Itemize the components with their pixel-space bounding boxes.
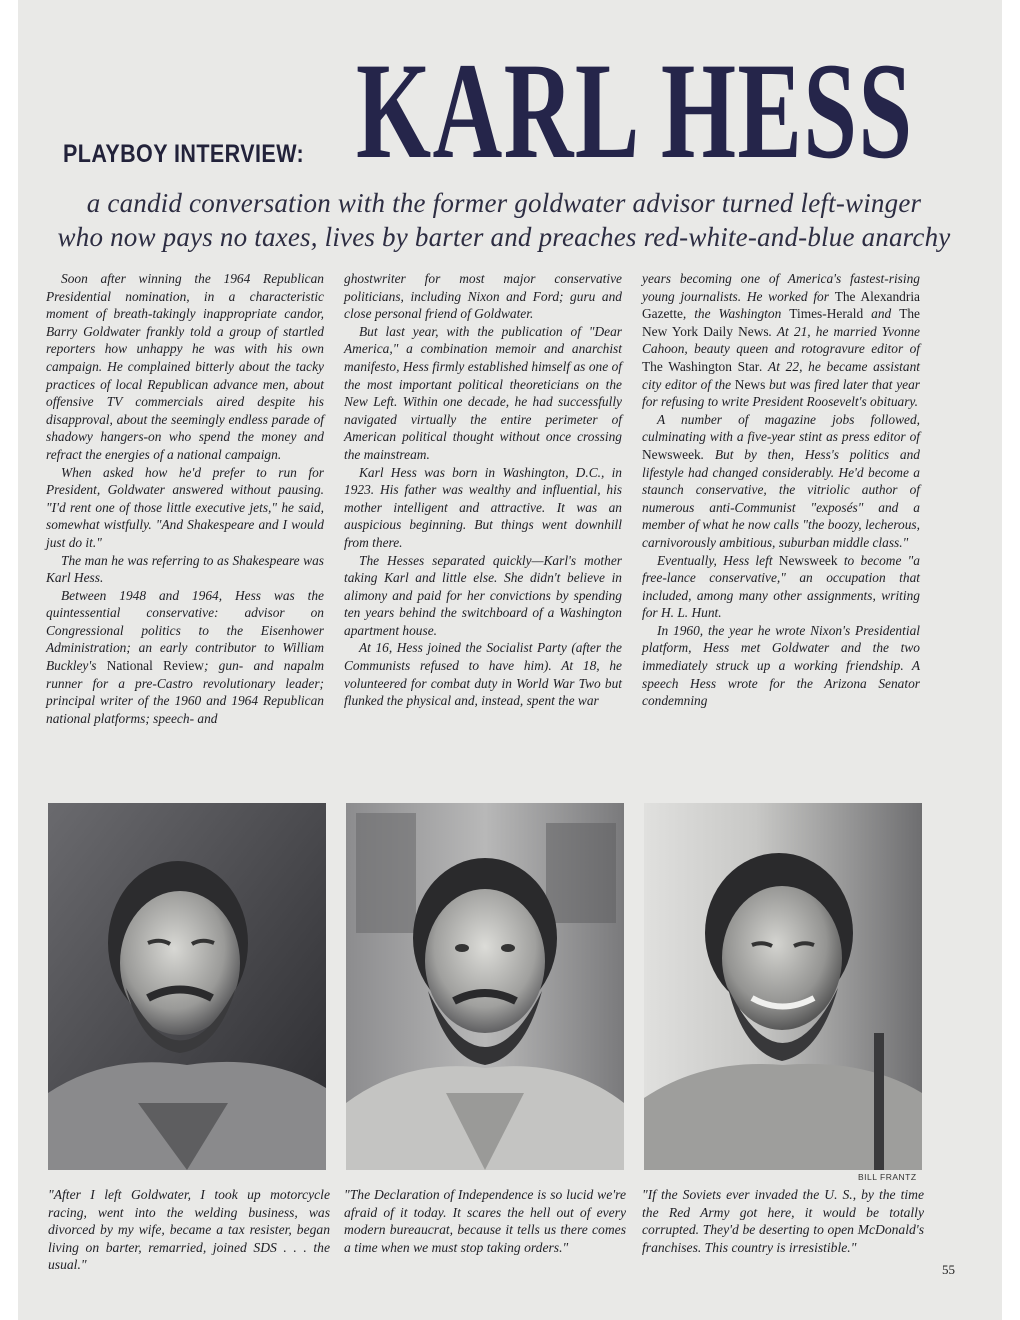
text-run: A number of magazine jobs followed, culminating with a five-year stint as press editor of (642, 411, 920, 445)
photo-caption-2: "The Declaration of Independence is so lucid we're afraid of it today. It scares the hell out of every modern bureaucrat, because it tells us there comes a time when we must stop taking orders." (344, 1187, 626, 1255)
publication-name: Times-Herald (789, 306, 864, 322)
photo-credit: BILL FRANTZ (858, 1172, 917, 1182)
text-run: Eventually, Hess left (657, 552, 779, 568)
publication-name: The Washington Star (642, 358, 760, 374)
text-run: to become "a free-lance conservative," an occupation that included, among many other assignments, writing for H. L. Hunt. (642, 552, 920, 621)
paragraph (46, 587, 324, 728)
paragraph: Soon after winning the 1964 Republican Presidential nomination, in a characteristic moment of breath-takingly inappropriate candor, Barry Goldwater frankly told a group of startled reporters how unhappy he was with his own campaign. He complained bitterly about the tacky practices of local Republican advance men, about offensive TV commercials aired despite his disapproval, about the seemingly endless parade of shadowy hangers-on who spend the money and refract the energies of a national campaign. (46, 271, 324, 462)
text-run: and (863, 306, 900, 322)
paragraph (642, 552, 920, 622)
publication-name: News (734, 376, 766, 392)
text-column-1 (46, 270, 324, 727)
portrait-illustration-1 (48, 803, 326, 1170)
magazine-page (18, 0, 1002, 1320)
text-run: Between 1948 and 1964, Hess was the quintessential conservative: advisor on Congressional politics to the Eisenhower Administration; an early contributor to William Buckley's (46, 587, 324, 674)
text-column-2 (344, 270, 622, 710)
paragraph: Karl Hess was born in Washington, D.C., in 1923. His father was wealthy and influential, his mother intelligent and attractive. It was an auspicious beginning. But things went downhill from there. (344, 464, 622, 550)
paragraph: At 16, Hess joined the Socialist Party (after the Communists refused to have him). At 18, he volunteered for combat duty in World War Two but flunked the physical and, instead, spent the war (344, 640, 622, 709)
paragraph: The Hesses separated quickly—Karl's mother taking Karl and little else. She didn't believe in alimony and paid for her convictions by spending ten years behind the switchboard of a Washington apartment house. (344, 552, 622, 638)
portrait-photo-3 (644, 803, 922, 1170)
text-run: but was fired later that year for refusing to write President Roosevelt's obituary. (642, 376, 920, 410)
text-run: . At 21, he married Yvonne Cahoon, beauty queen and rotogravure editor of (642, 323, 920, 357)
publication-name: Newsweek (778, 552, 838, 568)
paragraph: When asked how he'd prefer to run for President, Goldwater answered without pausing. "I'd rent one of those little executive jets," he said, somewhat wistfully. "And Shakespeare and I would just do it." (46, 464, 324, 550)
interview-kicker: PLAYBOY INTERVIEW: (63, 140, 305, 168)
text-run: . But by then, Hess's politics and lifestyle had changed considerably. He'd become a staunch conservative, the vitriolic author of numerous anti-Communist "exposés" and a member of what he now calls "the boozy, lecherous, carnivorously ambitious, suburban middle class." (642, 446, 920, 550)
publication-name: The New York Daily News (642, 306, 921, 339)
text-run: , the Washington (682, 306, 790, 322)
page-number: 55 (942, 1262, 955, 1277)
page-title: KARL HESS (356, 34, 914, 187)
portrait-illustration-3 (644, 803, 922, 1170)
publication-name: Newsweek (642, 446, 701, 462)
photo-caption-3: "If the Soviets ever invaded the U. S., by the time the Red Army got here, it would be totally corrupted. They'd be deserting to open McDonald's franchises. This country is irresistible." (642, 1187, 924, 1255)
subtitle-line-1: a candid conversation with the former goldwater advisor turned left-winger (86, 188, 922, 218)
text-run: ; gun- and napalm runner for a pre-Castro revolutionary leader; principal writer of the 1960 and 1964 Republican national platforms; speech- and (46, 658, 324, 726)
text-column-3 (642, 270, 920, 710)
subtitle (54, 186, 954, 254)
publication-name: The Alexandria Gazette (642, 288, 920, 322)
paragraph (642, 270, 920, 411)
subtitle-line-2: who now pays no taxes, lives by barter and preaches red-white-and-blue anarchy (57, 222, 951, 252)
paragraph: The man he was referring to as Shakespeare was Karl Hess. (46, 552, 324, 586)
portrait-photo-1 (48, 803, 326, 1170)
text-run: years becoming one of America's fastest-rising young journalists. He worked for (642, 271, 920, 304)
publication-name: National Review (106, 658, 204, 674)
portrait-photo-2 (346, 803, 624, 1170)
paragraph: In 1960, the year he wrote Nixon's Presidential platform, Hess met Goldwater and the two immediately struck up a working friendship. A speech Hess wrote for the Arizona Senator condemning (642, 622, 920, 709)
paragraph: ghostwriter for most major conservative politicians, including Nixon and Ford; guru and close personal friend of Goldwater. (344, 271, 622, 322)
photo-caption-1: "After I left Goldwater, I took up motorcycle racing, went into the welding business, was divorced by my wife, became a tax resister, began living on barter, remarried, joined SDS . . . the usual." (48, 1187, 330, 1273)
text-run: . At 22, he became assistant city editor of the (642, 358, 920, 392)
portrait-illustration-2 (346, 803, 624, 1170)
paragraph: But last year, with the publication of "Dear America," a combination memoir and anarchist manifesto, Hess firmly established himself as one of the most important political theoreticians on the New Left. Within one decade, he had successfully navigated virtually the entire perimeter of American political thought without once crossing the mainstream. (344, 323, 622, 462)
paragraph (642, 411, 920, 552)
